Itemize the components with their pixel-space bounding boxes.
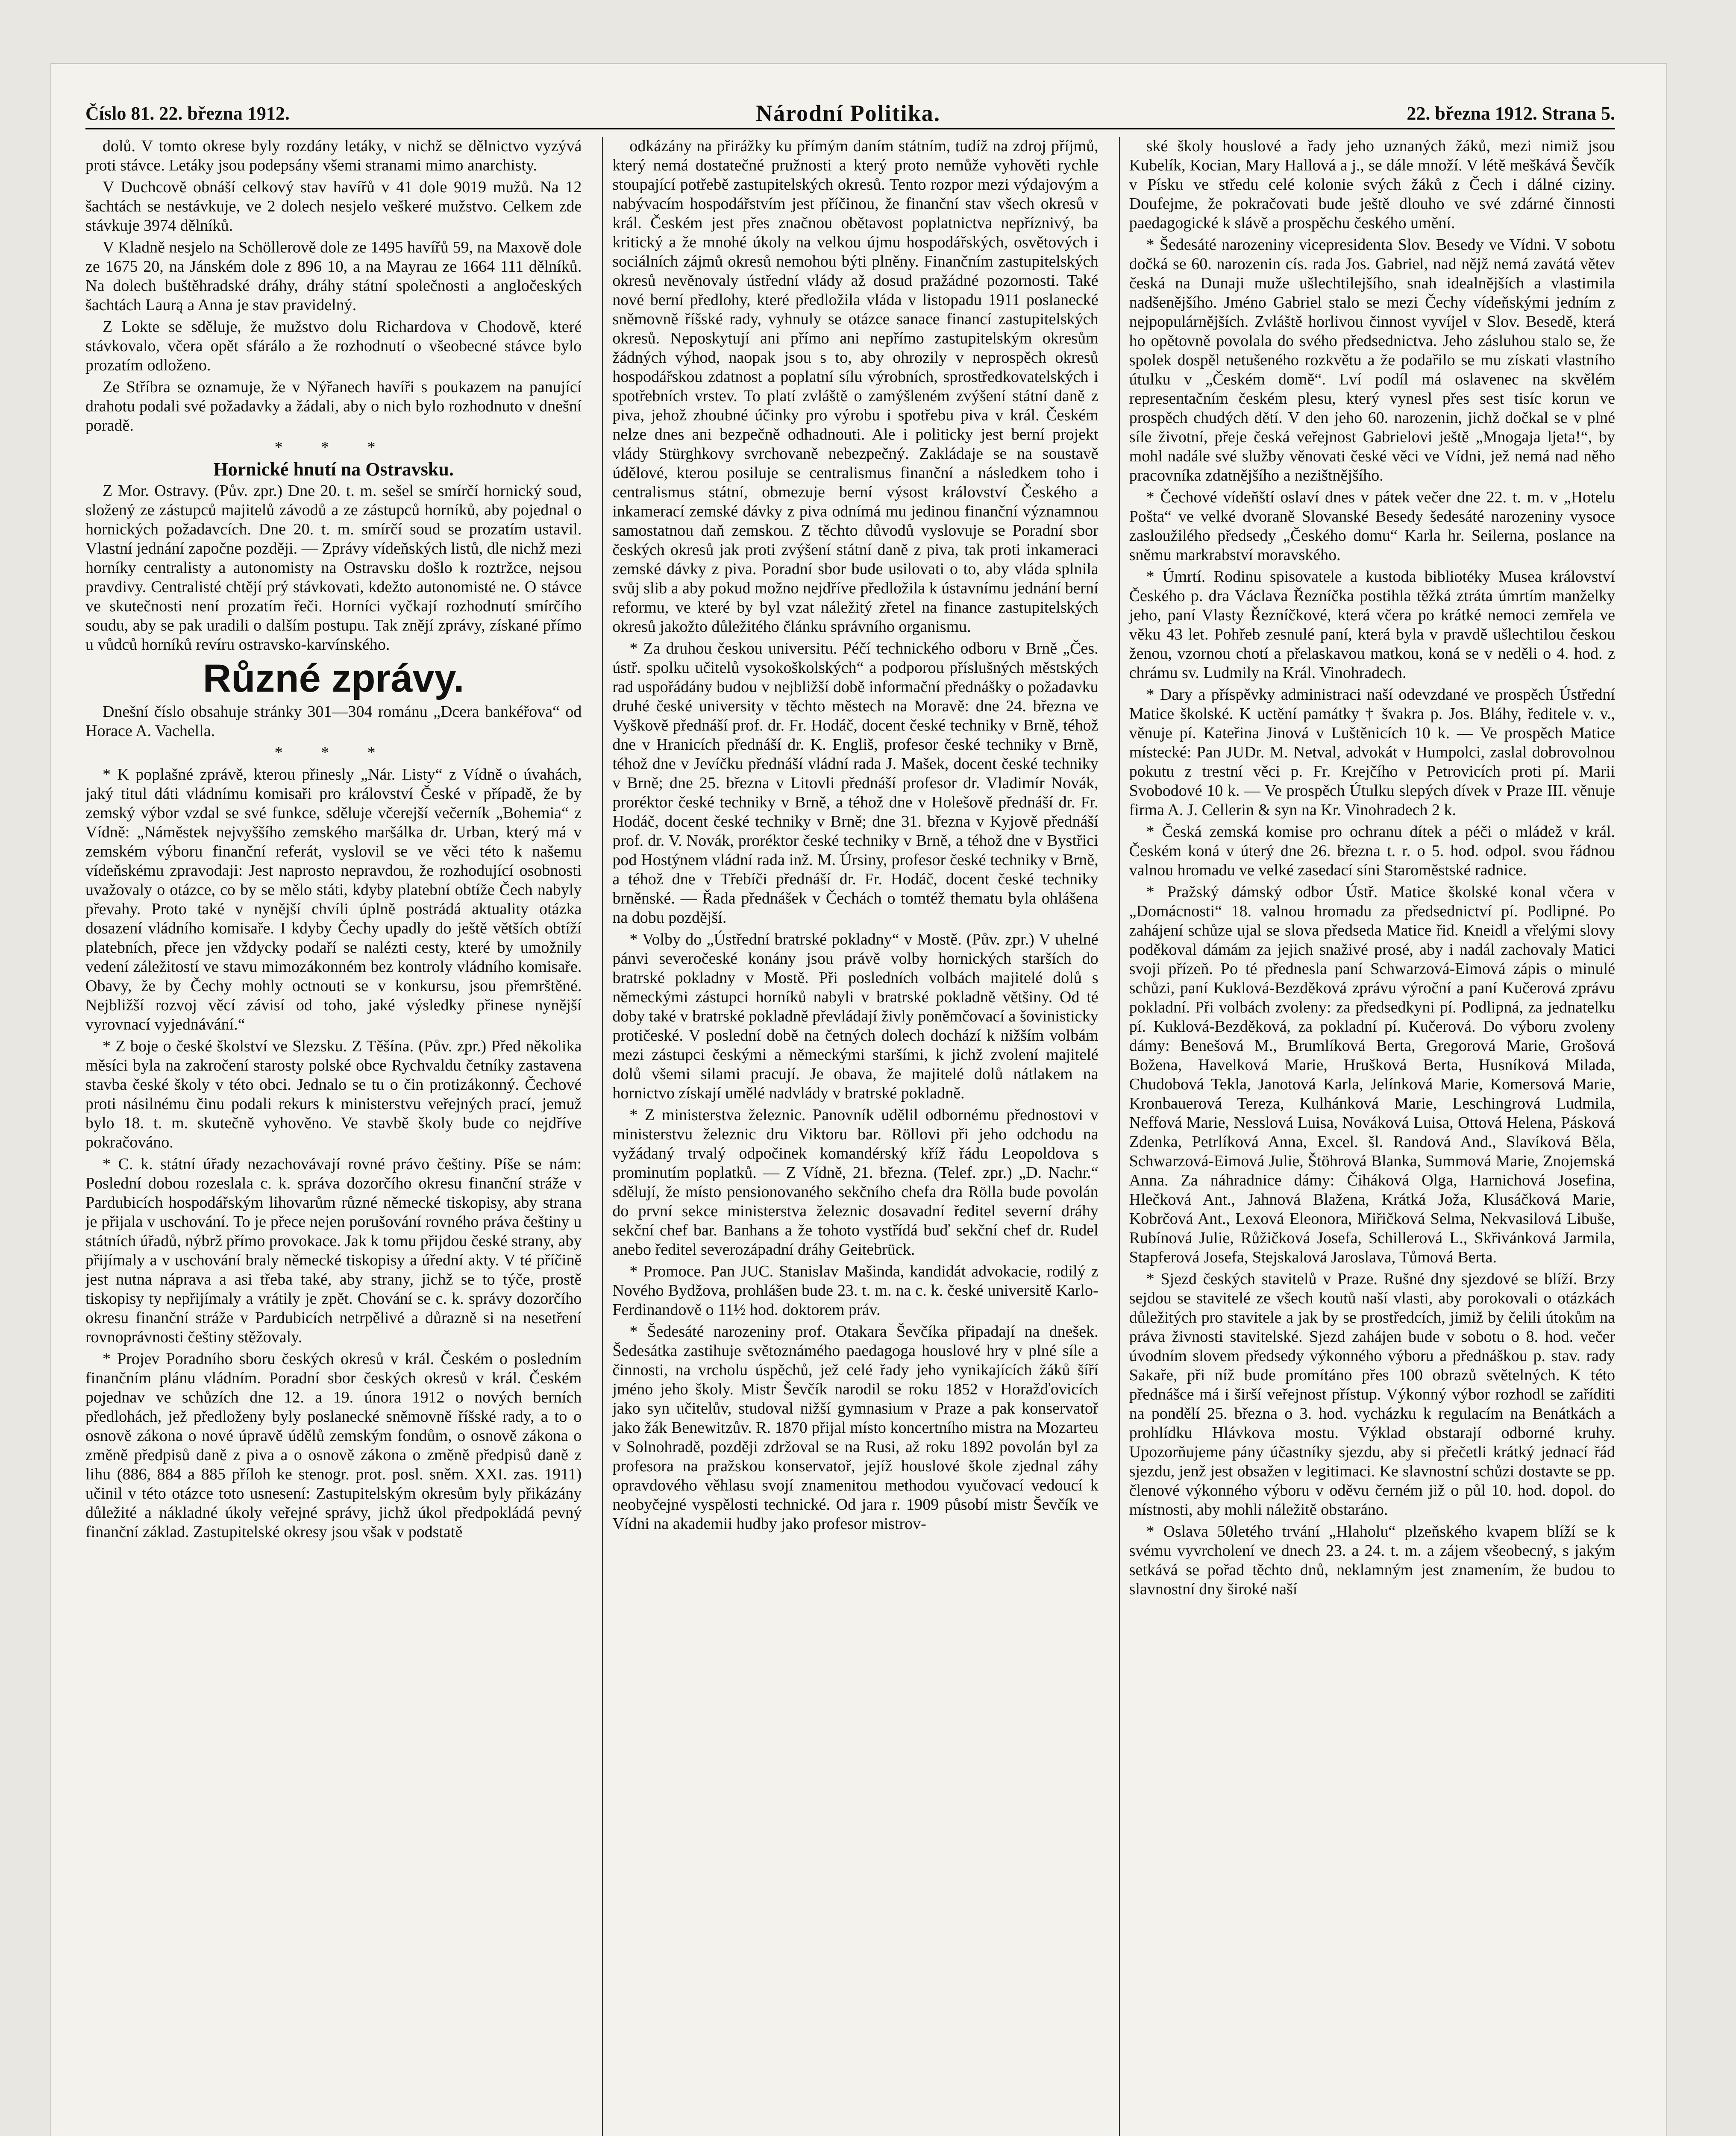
paragraph: Z Lokte se sděluje, že mužstvo dolu Richardova v Chodově, které stávkovalo, včera opět sfárálo a že rozhodnutí o všeobecné stávce bylo prozatím odloženo. xyxy=(85,318,582,374)
article-headline: Hornické hnutí na Ostravsku. xyxy=(213,459,454,480)
paragraph: * Z boje o české školství ve Slezsku. Z Těšína. (Pův. zpr.) Před několika měsíci byla na zakročení starosty polské obce Rychvaldu četníky zastavena stavba české školy v této obci. Jednalo se tu o čin protizákonný. Čechové proti násilnému činu podali rekurs k ministerstvu veřejných prací, jemuž bylo 18. t. m. skutečně vyhověno. Ve stavbě školy bude co nejdříve pokračováno. xyxy=(85,1037,582,1151)
paragraph: V Duchcově obnáší celkový stav havířů v 41 dole 9019 mužů. Na 12 šachtách se nestávkuje, ve 2 dolech nesjelo veškeré mužstvo. Celkem zde stávkuje 3974 dělníků. xyxy=(85,178,582,235)
page-header xyxy=(85,98,1615,129)
section-title: Různé zprávy. xyxy=(203,657,464,700)
header-left: Číslo 81. 22. března 1912. xyxy=(85,103,290,124)
paragraph: * Česká zemská komise pro ochranu dítek a péči o mládež v král. Českém koná v úterý dne 26. března t. r. o 5. hod. odpol. svou řádnou valnou hromadu ve velké zasedací síni Staroměstské radnice. xyxy=(1129,823,1615,879)
paragraph: * C. k. státní úřady nezachovávají rovné právo češtiny. Píše se nám: Poslední dobou rozeslala c. k. správa dozorčího okresu finanční stráže v Pardubicích hospodářským lihovarům různé německé tiskopisy, aby strana je přijala v uschování. To je přece nejen porušování rovného práva češtiny u státních úřadů, nýbrž přímo provokace. Jak k tomu přijdou české strany, aby přijímaly a v uschování braly německé tiskopisy a úřední akty. V té příčině jest nutna náprava a asi třeba také, aby strany, jichž se to týče, prostě tiskopisy ty nepřijímaly a vrátily je zpět. Chování se c. k. správy dozorčího okresu finanční stráže v Pardubicích netrpělivé a důrazně si na nesetření rovnoprávnosti češtiny stěžovaly. xyxy=(85,1155,582,1346)
paragraph: odkázány na přirážky ku přímým daním státním, tudíž na zdroj příjmů, který nemá dostatečné pružnosti a který proto nemůže vyhověti rychle stoupající potřebě zastupitelských okresů. Tento rozpor mezi výdajovým a nabývacím hospodářstvím jest příčinou, že finanční stav všech okresů v král. Českém jest přes značnou obětavost poplatnictva nepříznivý, ba kritický a že mnohé úkoly na velkou újmu hospodářských, osvětových i sociálních zájmů okresů nemohou býti plněny. Finančním zastupitelských okresů nevěnovaly ústřední vlády až dosud pražádné pozornosti. Také nové berní předlohy, které předložila vláda v listopadu 1911 poslanecké sněmovně říšské rady, vyhnuly se otázce sanace financí zastupitelských okresů. Neposkytují ani přímo ani nepřímo zastupitelským okresům žádných výhod, naopak jsou s to, aby ohrozily v neprospěch okresů hospodářskou zdatnost a poplatní sílu výrobních, sprostředkovatelských i spotřebních vrstev. To platí zvláště o zamýšleném zvýšení státní daně z piva, jehož zhoubné účinky pro výrobu i spotřebu piva v král. Českém nelze dnes ani bezpečně odhadnouti. Ale i politicky jest berní projekt vlády Stürghkovy svrchovaně nebezpečný. Zakládaje se na soustavě údělové, kterou posiluje se centralismus finanční a následkem toho i centralismus státní, obmezuje berní výsost království Českého a inkamerací zemské dávky z piva odnímá mu jedinou finanční významnou samostatnou daň zemskou. Z těchto důvodů vyslovuje se Poradní sbor českých okresů jak proti zvýšení státní daně z piva, tak proti inkameraci zemské dávky z piva. Poradní sbor bude usilovati o to, aby vláda splnila svůj slib a aby pokud možno nejdříve předložila k ústavnímu jednání berní reformu, ve které by byl vzat náležitý zřetel na finance zastupitelských okresů jakožto důležitého článku správního organismu. xyxy=(612,137,1099,636)
header-right: 22. března 1912. Strana 5. xyxy=(1407,103,1615,124)
paragraph: * Sjezd českých stavitelů v Praze. Rušné dny sjezdové se blíží. Brzy sejdou se stavitelé ze všech koutů naší vlasti, aby porokovali o otázkách důležitých pro stavitele a jak by se prostředcích, jimiž by čelili útokům na práva živnosti stavitelské. Sjezd zahájen bude v sobotu o 8. hod. večer úvodním slovem předsedy výkonného výboru a přednáškou p. stav. rady Sakaře, při níž bude promítáno přes 100 obrazů světelných. K této přednášce má i širší veřejnost přístup. Výkonný výbor rozhodl se zaříditi na pondělí 25. března o 3. hod. vycházku k regulacím na Benátkách a prohlídku Hlávkova mostu. Výklad obstarají odborné kruhy. Upozorňujeme pány účastníky sjezdu, aby si přečetli krátký jednací řád sjezdu, jenž jest obsažen v legitimaci. Ke slavnostní schůzi dostavte se pp. členové výkonného výboru v oděvu černém již o půl 10. hod. dopol. do místnosti, aby mohli náležitě obstaráno. xyxy=(1129,1270,1615,1519)
paragraph: * K poplašné zprávě, kterou přinesly „Nár. Listy“ z Vídně o úvahách, jaký titul dáti vládnímu komisaři pro království České v případě, že by zemský výbor vzdal se své funkce, sděluje včerejší večerník „Bohemia“ z Vídně: „Náměstek nejvyššího zemského maršálka dr. Urban, který má v zemském výboru finanční referát, vyslovil se ve věci této k našemu vídeňskému zpravodaji: Jest naprosto nepravdou, že rozhodující osobnosti uvažovaly o otázce, co by se mělo státi, kdyby platební obtíže Čech nabyly převahy. Proto také v nynější chvíli úplně postrádá aktuality otázka dosazení vládního komisaře. I kdyby Čechy upadly do ještě větších obtíží platebních, přece jen vždycky podaří se nalézti cesty, které by umožnily vedení záležitostí ve stavu mimozákonném bez kontroly vládního komisaře. Obavy, že by Čechy mohly octnouti se v konkursu, jsou přemrštěné. Nejbližší rozvoj věcí závisí od toho, jaké výsledky přinese nynější vyrovnací vyjednávání.“ xyxy=(85,766,582,1033)
paragraph: * Za druhou českou universitu. Péčí technického odboru v Brně „Čes. ústř. spolku učitelů vysokoškolských“ a podporou příslušných městských rad uspořádány budou v nejbližší době informační přednášky o požadavku druhé české university v těchto městech na Moravě: dne 24. března ve Vyškově přednáší prof. dr. Fr. Hodáč, docent české techniky v Brně, téhož dne v Hranicích přednáší dr. K. Engliš, profesor české techniky v Brně, téhož dne v Jevíčku přednáší vládní rada J. Mašek, docent české techniky v Brně; dne 25. března v Litovli přednáší profesor dr. Vladimír Novák, proréktor české techniky v Brně, a téhož dne v Holešově přednáší dr. Fr. Hodáč, docent české techniky v Brně; dne 31. března v Kyjově přednáší prof. dr. V. Novák, proréktor české techniky v Brně, a téhož dne v Bystřici pod Hostýnem vládní rada inž. M. Úrsiny, profesor české techniky v Brně, a téhož dne v Třebíči přednáší dr. Fr. Hodáč, docent české techniky brněnské. — Řada přednášek v Čechách o tomtéž thematu byla ohlášena na dobu pozdější. xyxy=(612,640,1099,927)
paragraph: * Z ministerstva železnic. Panovník udělil odbornému přednostovi v ministerstvu železnic dru Viktoru bar. Röllovi při jeho odchodu na vyžádaný trvalý odpočinek komandérský kříž řádu Leopoldova s prominutím poplatků. — Z Vídně, 21. března. (Telef. zpr.) „D. Nachr.“ sdělují, že místo pensionovaného sekčního chefa dra Rölla bude povolán do první sekce ministerstva železnic dosavadní ředitel severní dráhy sekční chef bar. Banhans a že tohoto vystřídá buď sekční chef dr. Rudel anebo ředitel severozápadní dráhy Geitebrück. xyxy=(612,1106,1099,1259)
masthead-title: Národní Politika. xyxy=(756,100,941,126)
article-columns xyxy=(85,137,1615,2136)
paragraph: * Pražský dámský odbor Ústř. Matice školské konal včera v „Domácnosti“ 18. valnou hromadu za předsednictví pí. Podlipné. Po zahájení schůze ujal se slova předseda Matice řid. Kneidl a vřelými slovy poděkoval dámám za jejich snaživé prosé, aby i nadál zachovaly Matici svoji přízeň. Po té přednesla paní Schwarzová-Eimová zápis o minulé schůzi, paní Kuklová-Bezděková zprávu výroční a paní Kučerová zprávu pokladní. Při volbách zvoleny: za předsedkyni pí. Podlipná, za jednatelku pí. Kuklová-Bezděková, za pokladní pí. Kučerová. Do výboru zvoleny dámy: Benešová M., Brumlíková Berta, Gregorová Marie, Grošová Božena, Havelková Marie, Hrušková Berta, Husníková Milada, Chudobová Tekla, Janotová Karla, Jelínková Marie, Komersová Marie, Kronbauerová Tereza, Kulhánková Marie, Leschingrová Ludmila, Neffová Marie, Nesslová Luisa, Nováková Luisa, Ottová Helena, Pásková Zdenka, Petrlíková Anna, Excel. šl. Randová And., Slavíková Běla, Schwarzová-Eimová Julie, Štöhrová Blanka, Summová Marie, Znojemská Anna. Za náhradnice dámy: Čiháková Olga, Harnichová Josefina, Hlečková Ant., Jahnová Blažena, Krátká Joža, Klusáčková Marie, Kobrčová Ant., Lexová Eleonora, Miřičková Selma, Nekvasilová Libuše, Rubínová Julie, Růžičková Josefa, Schillerová L., Skřivánková Jarmila, Stapferová Josefa, Stejskalová Jaroslava, Tůmová Berta. xyxy=(1129,883,1615,1266)
paragraph: ské školy houslové a řady jeho uznaných žáků, mezi nimiž jsou Kubelík, Kocian, Mary Hallová a j., se dále množí. V létě meškává Ševčík v Písku ve středu celé kolonie svých žáků z Čech i dálné ciziny. Doufejme, že pokračovati bude ještě dlouho ve své zdárné činnosti paedagogické k slávě a prospěchu českého umění. xyxy=(1129,137,1615,232)
paragraph: Dnešní číslo obsahuje stránky 301—304 románu „Dcera bankéřova“ od Horace A. Vachella. xyxy=(85,703,582,740)
paragraph: V Kladně nesjelo na Schöllerově dole ze 1495 havířů 59, na Maxově dole ze 1675 20, na Jánském dole z 896 10, a na Mayrau ze 1664 111 dělníků. Na dolech buštěhradské dráhy, dráhy státní společnosti a angločeských šachtách Laurą a Anna je stav pravidelný. xyxy=(85,238,582,314)
paragraph: * Oslava 50letého trvání „Hlaholu“ plzeňského kvapem blíží se k svému vyvrcholení ve dnech 23. a 24. t. m. a zájem všeobecný, s jakým setkává se pořad těchto dnů, neklamným jest znamením, že budou to slavnostní dny široké naší xyxy=(1129,1523,1615,1598)
paragraph: * Promoce. Pan JUC. Stanislav Mašinda, kandidát advokacie, rodilý z Nového Bydžova, prohlášen bude 23. t. m. na c. k. české universitě Karlo-Ferdinandově o 11½ hod. doktorem práv. xyxy=(612,1262,1099,1319)
paragraph: * Šedesáté narozeniny prof. Otakara Ševčíka připadají na dnešek. Šedesátka zastihuje světoznámého paedagoga houslové hry v plné síle a činnosti, na vrcholu úspěchů, jež celé řady jeho vynikajících žáků šíří jméno jeho školy. Mistr Ševčík narodil se roku 1852 v Horažďovicích jako syn učitelův, studoval nižší gymnasium v Praze a pak konservatoř jako žák Benewitzův. R. 1870 přijal místo koncertního mistra na Mozarteu v Solnohradě, později zdržoval se na Rusi, až roku 1892 povolán byl za profesora na pražskou konservatoř, jejíž houslové škole zjednal záhy opravdového věhlasu svojí znamenitou methodou vyučovací vedoucí k neobyčejné vyspělosti technické. Od jara r. 1909 působí mistr Ševčík ve Vídni na akademii hudby jako profesor mistrov- xyxy=(612,1323,1099,1533)
paragraph: * Čechové vídeňští oslaví dnes v pátek večer dne 22. t. m. v „Hotelu Pošta“ ve velké dvoraně Slovanské Besedy šedesáté narozeniny vysoce zasloužilého předsedy „Českého domu“ Karla hr. Seilerna, poslance na sněmu markrabství moravského. xyxy=(1129,488,1615,564)
separator-asterisks: * * * xyxy=(274,438,393,456)
paragraph: * Dary a příspěvky administraci naší odevzdané ve prospěch Ústřední Matice školské. K uctění památky † švakra p. Jos. Bláhy, ředitele v. v., věnuje pí. Kateřina Jinová v Luštěnicích 10 k. — Ve prospěch Matice místecké: Pan JUDr. M. Netval, advokát v Humpolci, zaslal dobrovolnou pokutu z trestní věci p. Fr. Krejčího v Petrovicích proti pí. Marii Svobodové 10 k. — Ve prospěch Útulku slepých dívek v Praze III. věnuje firma A. J. Cellerin & syn na Kr. Vinohradech 2 k. xyxy=(1129,686,1615,819)
paragraph: * Volby do „Ústřední bratrské pokladny“ v Mostě. (Pův. zpr.) V uhelné pánvi severočeské konány jsou právě volby hornických starších do bratrské pokladny v Mostě. Při posledních volbách majitelé dolů s německými zástupci horníků nabyli v bratrské pokladně většiny. Od té doby také v bratrské pokladně převládají živly poněmčovací a šovinisticky protičeské. V poslední době na četných dolech dochází k nižším volbám mezi zástupci českými a německými staršími, k jichž zvolení majitelé dolů všemi silami pracují. Je obava, že majitelé dolů nátlakem na hornictvo získají umělé nadvlády v bratrské pokladně. xyxy=(612,930,1099,1102)
paragraph: * Šedesáté narozeniny vicepresidenta Slov. Besedy ve Vídni. V sobotu dočká se 60. narozenin cís. rada Jos. Gabriel, nad nějž nemá zavátá větev česká na Dunaji muže ušlechtilejšího, snah idealnějších a vlastimila nadšenějšího. Jméno Gabriel stalo se mezi Čechy vídeňskými jedním z nejpopulárnějších. Zvláště horlivou činnost vyvíjel v Slov. Besedě, která ho opětovně povolala do svého předsednictva. Jeho zásluhou stalo se, že spolek dospěl netušeného rozkvětu a že podařilo se mu získati vlastního útulku v „Českém domě“. Lví podíl má oslavenec na skvělém representačním českém plesu, který vynesl přes sest tisíc korun ve prospěch chudých dětí. V den jeho 60. narozenin, jichž dočkal se v plné síle životní, přeje česká veřejnost Gabrielovi ještě „Mnogaja ljeta!“, by mohl nadále své služby věnovati české věci ve Vídni, jež nemá nad něho pracovníka zdatnějšího a nezištnějšího. xyxy=(1129,236,1615,484)
column-3 xyxy=(1119,137,1615,2136)
newspaper-page xyxy=(51,64,1666,2136)
paragraph: dolů. V tomto okrese byly rozdány letáky, v nichž se dělnictvo vyzývá proti stávce. Letáky jsou podepsány všemi stranami mimo anarchisty. xyxy=(85,137,582,174)
column-2 xyxy=(602,137,1098,2136)
column-1 xyxy=(85,137,582,2136)
paragraph: * Projev Poradního sboru českých okresů v král. Českém o posledním finančním plánu vládním. Poradní sbor českých okresů v král. Českém pojednav ve schůzích dne 12. a 19. února 1912 o nových berních předlohách, jež předloženy byly poslanecké sněmovně říšské rady, a to o osnově zákona o nové úpravě údělů zemským fondům, o osnově zákona o změně předpisů daně z piva a o osnově zákona o změně předpisů daně z lihu (886, 884 a 885 příloh ke stenogr. prot. posl. sněm. XXI. zas. 1911) učinil v této otázce toto usnesení: Zastupitelským okresům byly přikázány důležité a nákladné úkoly veřejné správy, jichž úkol předpokládá pevný finanční základ. Zastupitelské okresy jsou však v podstatě xyxy=(85,1350,582,1541)
paragraph: * Úmrtí. Rodinu spisovatele a kustoda bibliotéky Musea království Českého p. dra Václava Řezníčka postihla těžká ztráta úmrtím manželky jeho, paní Vlasty Řezníčkové, která včera po krátké nemoci zemřela ve věku 43 let. Pohřeb zesnulé paní, která byla v pravdě ušlechtilou českou ženou, vzornou chotí a přelaskavou matkou, koná se v neděli o 4. hod. z chrámu sv. Ludmily na Král. Vinohradech. xyxy=(1129,568,1615,682)
paragraph: Z Mor. Ostravy. (Pův. zpr.) Dne 20. t. m. sešel se smírčí hornický soud, složený ze zástupců majitelů závodů a ze zástupců horníků, aby pojednal o hornických požadavcích. Dne 20. t. m. smírčí soud se prozatím ustavil. Vlastní jednání započne později. — Zprávy vídeňských listů, dle nichž mezi horníky centralisty a autonomisty na Ostravsku došlo k roztržce, nejsou pravdivy. Centralisté chtějí prý stávkovati, kdežto autonomisté ne. O stávce ve skutečnosti není prozatím řeči. Horníci vyčkají rozhodnutí smírčího soudu, aby se pak uradili o dalším postupu. Tak znějí zprávy, získané přímo u vůdců horníků revíru ostravsko-karvínského. xyxy=(85,482,582,654)
paragraph: Ze Stříbra se oznamuje, že v Nýřanech havíři s poukazem na panující drahotu podali své požadavky a žádali, aby o nich bylo rozhodnuto v dnešní poradě. xyxy=(85,378,582,434)
separator-asterisks: * * * xyxy=(274,744,393,762)
